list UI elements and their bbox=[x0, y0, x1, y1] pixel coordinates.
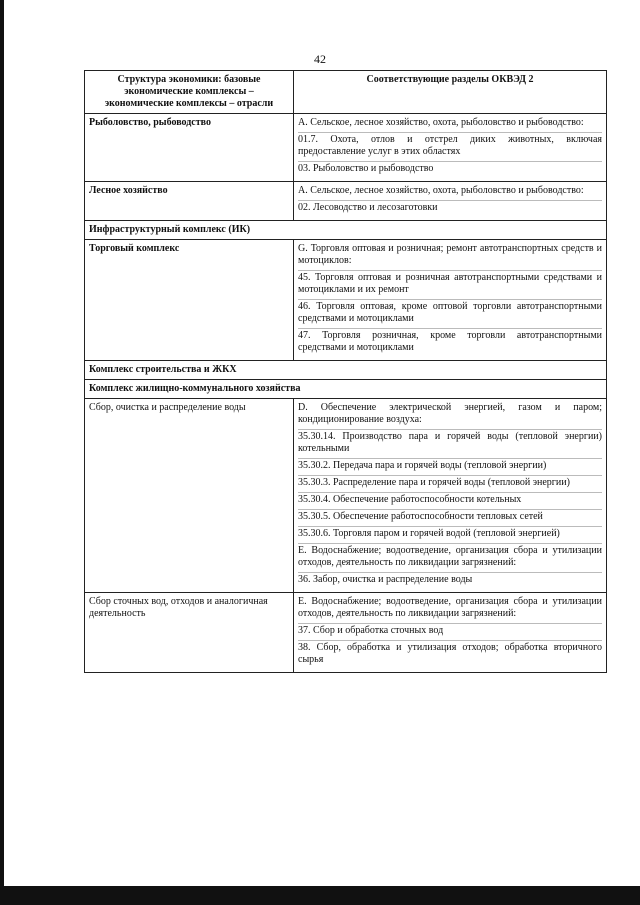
okved-entry: 35.30.4. Обеспечение работоспособности котельных bbox=[298, 493, 602, 510]
header-economy-structure: Структура экономики: базовые экономические комплексы – экономические комплексы – отрасли bbox=[85, 71, 294, 114]
okved-sections-cell bbox=[294, 114, 607, 182]
okved-sections-cell bbox=[294, 182, 607, 221]
table-body bbox=[85, 114, 607, 673]
okved-entry: 46. Торговля оптовая, кроме оптовой торговли автотранспортными средствами и мотоциклами bbox=[298, 300, 602, 329]
okved-entry: G. Торговля оптовая и розничная; ремонт автотранспортных средств и мотоциклов: bbox=[298, 243, 602, 271]
okved-entry: 35.30.2. Передача пара и горячей воды (тепловой энергии) bbox=[298, 459, 602, 476]
group-label: Инфраструктурный комплекс (ИК) bbox=[85, 221, 607, 240]
group-label: Комплекс жилищно-коммунального хозяйства bbox=[85, 380, 607, 399]
table-group-row bbox=[85, 221, 607, 240]
okved-entry: Е. Водоснабжение; водоотведение, организация сбора и утилизации отходов, деятельность по ликвидации загрязнений: bbox=[298, 544, 602, 573]
okved-entry: 35.30.6. Торговля паром и горячей водой (тепловой энергией) bbox=[298, 527, 602, 544]
sector-name: Рыболовство, рыбоводство bbox=[85, 114, 294, 182]
sector-name: Торговый комплекс bbox=[85, 240, 294, 361]
okved-entry: 47. Торговля розничная, кроме торговли автотранспортными средствами и мотоциклами bbox=[298, 330, 602, 353]
sector-name: Сбор, очистка и распределение воды bbox=[85, 399, 294, 593]
table-group-row bbox=[85, 380, 607, 399]
page-number: 42 bbox=[314, 52, 326, 66]
table-row bbox=[85, 399, 607, 593]
sector-name: Сбор сточных вод, отходов и аналогичная деятельность bbox=[85, 593, 294, 673]
okved-entry: 45. Торговля оптовая и розничная автотранспортными средствами и мотоциклами и их ремонт bbox=[298, 271, 602, 300]
okved-entry: 36. Забор, очистка и распределение воды bbox=[298, 574, 473, 585]
scan-edge-left bbox=[0, 0, 4, 905]
table-row bbox=[85, 114, 607, 182]
okved-entry: 35.30.14. Производство пара и горячей воды (тепловой энергии) котельными bbox=[298, 430, 602, 459]
okved-entry: 37. Сбор и обработка сточных вод bbox=[298, 624, 602, 641]
okved-sections-cell bbox=[294, 399, 607, 593]
okved-entry: А. Сельское, лесное хозяйство, охота, рыболовство и рыбоводство: bbox=[298, 185, 602, 201]
okved-entry: Е. Водоснабжение; водоотведение, организация сбора и утилизации отходов, деятельность по ликвидации загрязнений: bbox=[298, 596, 602, 624]
table-header-row bbox=[85, 71, 607, 114]
table-row bbox=[85, 182, 607, 221]
okved-entry: 35.30.5. Обеспечение работоспособности тепловых сетей bbox=[298, 510, 602, 527]
okved-entry: 03. Рыболовство и рыбоводство bbox=[298, 163, 434, 174]
okved-entry: А. Сельское, лесное хозяйство, охота, рыболовство и рыбоводство: bbox=[298, 117, 602, 133]
table-group-row bbox=[85, 361, 607, 380]
okved-entry: 38. Сбор, обработка и утилизация отходов; обработка вторичного сырья bbox=[298, 642, 602, 665]
okved-sections-cell bbox=[294, 240, 607, 361]
sector-name: Лесное хозяйство bbox=[85, 182, 294, 221]
scan-edge-bottom bbox=[0, 886, 640, 905]
okved-entry: 02. Лесоводство и лесозаготовки bbox=[298, 202, 438, 213]
table-row bbox=[85, 240, 607, 361]
table-row bbox=[85, 593, 607, 673]
okved-entry: D. Обеспечение электрической энергией, газом и паром; кондиционирование воздуха: bbox=[298, 402, 602, 430]
okved-sections-cell bbox=[294, 593, 607, 673]
okved-table bbox=[84, 70, 607, 673]
okved-entry: 35.30.3. Распределение пара и горячей воды (тепловой энергии) bbox=[298, 476, 602, 493]
header-okved-sections: Соответствующие разделы ОКВЭД 2 bbox=[294, 71, 607, 114]
group-label: Комплекс строительства и ЖКХ bbox=[85, 361, 607, 380]
okved-entry: 01.7. Охота, отлов и отстрел диких животных, включая предоставление услуг в этих областях bbox=[298, 133, 602, 162]
